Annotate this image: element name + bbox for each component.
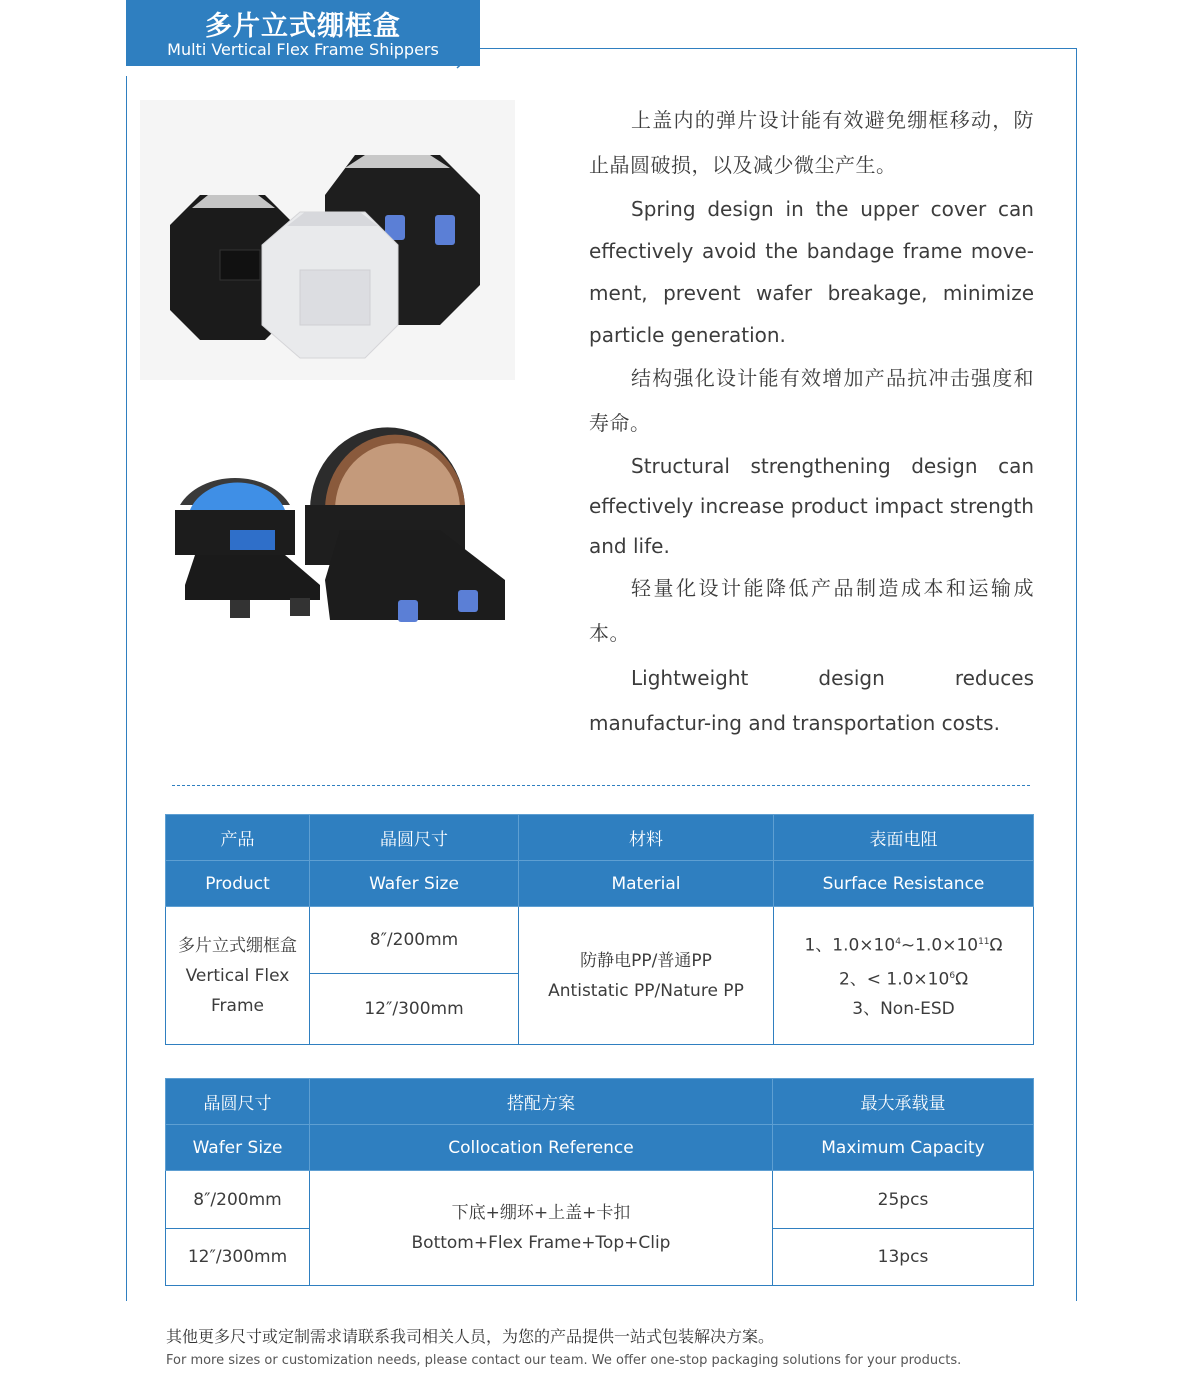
resistance-1-unit: Ω: [989, 935, 1003, 956]
capacity-size-12in: 12″/300mm: [166, 1229, 310, 1286]
spec-header-size-cn: 晶圆尺寸: [310, 815, 519, 861]
resistance-cell: [774, 907, 1034, 1045]
page-title: 多片立式绷框盒: [205, 11, 401, 42]
footer-note-cn: 其他更多尺寸或定制需求请联系我司相关人员，为您的产品提供一站式包装解决方案。: [166, 1327, 775, 1346]
spec-header-product-en: Product: [166, 861, 310, 907]
capacity-header-row-cn: [166, 1079, 1034, 1125]
resistance-line-2: [774, 961, 1033, 995]
table-row: [166, 1171, 1034, 1229]
photo-open-shippers-with-wafers: [140, 410, 525, 640]
desc-paragraph-2-cn: 结构强化设计能有效增加产品抗冲击强度和寿命。: [589, 366, 1034, 435]
resistance-2-prefix: 2、< 1.0×10: [838, 969, 950, 990]
product-description: [589, 98, 1034, 746]
desc-paragraph-3-cn: 轻量化设计能降低产品制造成本和运输成本。: [589, 576, 1034, 645]
capacity-header-collocation-en: Collocation Reference: [310, 1125, 773, 1171]
capacity-table: [165, 1078, 1034, 1286]
product-name-en-line2: Frame: [211, 995, 264, 1016]
resistance-1-exponent-b: 11: [978, 936, 990, 947]
material-en: Antistatic PP/Nature PP: [548, 980, 744, 1001]
frame-right-line: [1076, 48, 1077, 1301]
resistance-2-unit: Ω: [955, 969, 969, 990]
resistance-1-exponent-a: 4: [895, 936, 901, 947]
spec-header-resistance-en: Surface Resistance: [774, 861, 1034, 907]
collocation-cn: 下底+绷环+上盖+卡扣: [451, 1203, 631, 1223]
section-divider: [172, 785, 1030, 786]
spec-table: [165, 814, 1034, 1045]
resistance-line-3: 3、Non-ESD: [852, 999, 955, 1020]
material-cell: [519, 907, 774, 1045]
capacity-header-row-en: [166, 1125, 1034, 1171]
spec-header-row-cn: [166, 815, 1034, 861]
spec-header-resistance-cn: 表面电阻: [774, 815, 1034, 861]
collocation-cell: [310, 1171, 773, 1286]
collocation-en: Bottom+Flex Frame+Top+Clip: [411, 1233, 671, 1253]
footer-note-en: For more sizes or customization needs, please contact our team. We offer one-stop packaging solutions for your products.: [166, 1353, 962, 1368]
spec-header-material-cn: 材料: [519, 815, 774, 861]
spec-header-material-en: Material: [519, 861, 774, 907]
capacity-header-collocation-cn: 搭配方案: [310, 1079, 773, 1125]
frame-left-line: [126, 76, 127, 1301]
product-name-cell: [166, 907, 310, 1045]
resistance-line-1: [774, 927, 1033, 961]
page-subtitle: Multi Vertical Flex Frame Shippers: [167, 40, 439, 59]
product-name-cn: 多片立式绷框盒: [178, 935, 297, 956]
table-row: [166, 907, 1034, 974]
spec-header-size-en: Wafer Size: [310, 861, 519, 907]
wafer-size-12in: 12″/300mm: [310, 974, 519, 1045]
frame-top-line: [478, 48, 1077, 49]
desc-paragraph-3-en: Lightweight design reduces manufactur-ing and transportation costs.: [589, 666, 1034, 735]
material-cn: 防静电PP/普通PP: [580, 950, 712, 971]
wafer-size-8in: 8″/200mm: [310, 907, 519, 974]
desc-paragraph-1-en: Spring design in the upper cover can effectively avoid the bandage frame move-ment, prevent wafer breakage, minimize particle generation.: [589, 197, 1034, 347]
desc-paragraph-2-en: Structural strengthening design can effectively increase product impact strength and life.: [589, 454, 1034, 558]
capacity-8in-value: 25pcs: [773, 1171, 1034, 1229]
resistance-2-exponent: 6: [949, 970, 956, 981]
capacity-header-max-cn: 最大承载量: [773, 1079, 1034, 1125]
capacity-header-size-en: Wafer Size: [166, 1125, 310, 1171]
capacity-header-size-cn: 晶圆尺寸: [166, 1079, 310, 1125]
resistance-1-middle: ~1.0×10: [900, 935, 979, 956]
capacity-size-8in: 8″/200mm: [166, 1171, 310, 1229]
spec-header-product-cn: 产品: [166, 815, 310, 861]
resistance-1-prefix: 1、1.0×10: [804, 935, 896, 956]
spec-header-row-en: [166, 861, 1034, 907]
photo-closed-shippers: [140, 100, 515, 380]
capacity-header-max-en: Maximum Capacity: [773, 1125, 1034, 1171]
product-name-en-line1: Vertical Flex: [185, 965, 290, 986]
frame-slant-line: [455, 47, 480, 69]
capacity-12in-value: 13pcs: [773, 1229, 1034, 1286]
desc-paragraph-1-cn: 上盖内的弹片设计能有效避免绷框移动，防止晶圆破损，以及减少微尘产生。: [589, 108, 1034, 177]
